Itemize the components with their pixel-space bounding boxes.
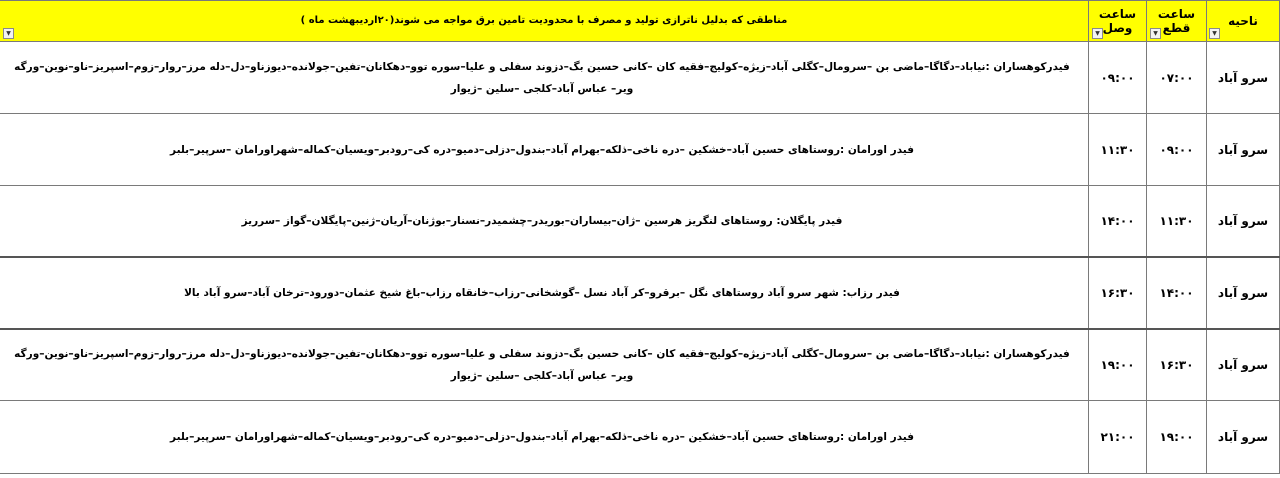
table-row	[0, 401, 1280, 474]
connect-time-column-header	[1089, 1, 1147, 42]
cut-time-cell[interactable]: ۱۶:۳۰	[1147, 329, 1207, 401]
region-cell[interactable]: سرو آباد	[1207, 401, 1280, 474]
region-filter-dropdown-icon[interactable]: ▼	[1209, 28, 1220, 39]
connect-time-cell[interactable]: ۲۱:۰۰	[1089, 401, 1147, 474]
connect-time-header-label: ساعت وصل	[1098, 7, 1137, 35]
connect-time-cell[interactable]: ۱۴:۰۰	[1089, 186, 1147, 258]
connect-time-cell[interactable]: ۱۶:۳۰	[1089, 257, 1147, 329]
connect-time-cell[interactable]: ۱۱:۳۰	[1089, 114, 1147, 186]
cut-time-cell[interactable]: ۱۴:۰۰	[1147, 257, 1207, 329]
region-cell[interactable]: سرو آباد	[1207, 42, 1280, 114]
connect-time-cell[interactable]: ۱۹:۰۰	[1089, 329, 1147, 401]
region-header-label: ناحیه	[1228, 14, 1258, 28]
affected-areas-cell[interactable]: فیدر اورامان :روستاهای حسین آباد–خشکین –دره ناخی–ذلکه–بهرام آباد–بندول–دزلی–دمیو–دره کی–رودبر–ویسیان–کماله–شهراورامان –سرپیر–بلبر	[0, 114, 1089, 186]
region-cell[interactable]: سرو آباد	[1207, 329, 1280, 401]
connect-time-cell[interactable]: ۰۹:۰۰	[1089, 42, 1147, 114]
region-column-header	[1207, 1, 1280, 42]
affected-areas-cell[interactable]: فیدر پایگلان: روستاهای لنگریز هرسین –ژان–بیساران–بوریدر–چشمیدر–نسنار–بوژنان–آریان–ژنین–پایگلان–گواز –سرریز	[0, 186, 1089, 258]
affected-areas-cell[interactable]: فیدرکوهساران :نیاباد–دگاگا–ماضی بن –سرومال–کگلی آباد–زیژه–کولیج–فقیه کان –کانی حسین بگ–دزوند سفلی و علیا–سوره توو–دهکانان–تفین–جولانده–دیوزناو–دل–دله مرز–روار–زوم–اسپریز–ناو–نوین–ورگه ویر– عباس آباد–کلجی –سلین –ژیوار	[0, 42, 1089, 114]
connect-time-filter-dropdown-icon[interactable]: ▼	[1092, 28, 1103, 39]
affected-areas-filter-dropdown-icon[interactable]: ▼	[3, 28, 14, 39]
table-row	[0, 329, 1280, 401]
cut-time-header-label: ساعت قطع	[1157, 7, 1196, 35]
cut-time-cell[interactable]: ۱۹:۰۰	[1147, 401, 1207, 474]
table-row	[0, 186, 1280, 258]
cut-time-cell[interactable]: ۰۷:۰۰	[1147, 42, 1207, 114]
affected-areas-cell[interactable]: فیدرکوهساران :نیاباد–دگاگا–ماضی بن –سرومال–کگلی آباد–زیژه–کولیج–فقیه کان –کانی حسین بگ–دزوند سفلی و علیا–سوره توو–دهکانان–تفین–جولانده–دیوزناو–دل–دله مرز–روار–زوم–اسپریز–ناو–نوین–ورگه ویر– عباس آباد–کلجی –سلین –ژیوار	[0, 329, 1089, 401]
region-cell[interactable]: سرو آباد	[1207, 186, 1280, 258]
table-row	[0, 114, 1280, 186]
affected-areas-cell[interactable]: فیدر اورامان :روستاهای حسین آباد–خشکین –دره ناخی–ذلکه–بهرام آباد–بندول–دزلی–دمیو–دره کی–رودبر–ویسیان–کماله–شهراورامان –سرپیر–بلبر	[0, 401, 1089, 474]
affected-areas-cell[interactable]: فیدر رزاب: شهر سرو آباد روستاهای نگل –برقرو–کر آباد نسل –گوشخانی–رزاب–خانقاه رزاب–باغ شیخ عثمان–دورود–ترخان آباد–سرو آباد بالا	[0, 257, 1089, 329]
cut-time-cell[interactable]: ۱۱:۳۰	[1147, 186, 1207, 258]
region-cell[interactable]: سرو آباد	[1207, 114, 1280, 186]
region-cell[interactable]: سرو آباد	[1207, 257, 1280, 329]
header-row	[0, 1, 1280, 42]
cut-time-column-header	[1147, 1, 1207, 42]
cut-time-filter-dropdown-icon[interactable]: ▼	[1150, 28, 1161, 39]
affected-areas-header-label: مناطقی که بدلیل ناترازی تولید و مصرف با محدودیت تامین برق مواجه می شوند(۲۰اردیبهشت ماه )	[300, 15, 788, 26]
table-row	[0, 42, 1280, 114]
affected-areas-column-header	[0, 1, 1089, 42]
table-row	[0, 257, 1280, 329]
cut-time-cell[interactable]: ۰۹:۰۰	[1147, 114, 1207, 186]
